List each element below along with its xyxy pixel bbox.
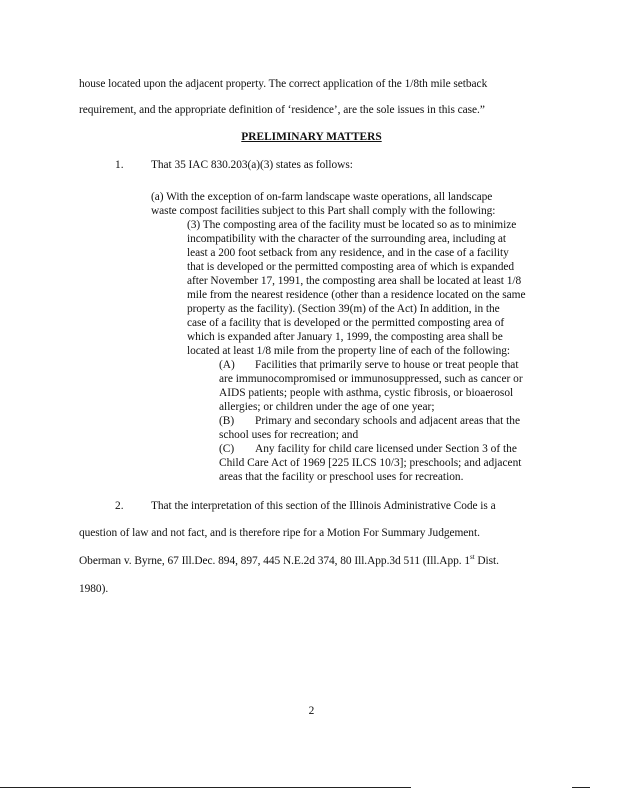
- subitem-text: allergies; or children under the age of one year;: [219, 401, 435, 413]
- subitem-b: [219, 414, 520, 442]
- subitem-a: [219, 358, 523, 414]
- quote-3-line: that is developed or the permitted composting area of which is expanded: [187, 261, 514, 273]
- subitem-text: Any facility for child care licensed under Section 3 of the: [255, 443, 517, 455]
- subitem-text: areas that the facility or preschool uses for recreation.: [219, 471, 464, 483]
- footer-rule-short: [572, 787, 590, 788]
- item-1-number: 1.: [115, 159, 124, 171]
- footer-rule: [0, 787, 411, 788]
- quote-3-line: which is expanded after January 1, 1999, the composting area shall be: [187, 331, 503, 343]
- quote-3-line: (3) The composting area of the facility must be located so as to minimize: [187, 219, 517, 231]
- quote-3-line: least a 200 foot setback from any residence, and in the case of a facility: [187, 247, 509, 259]
- quote-3-line: property as the facility). (Section 39(m) of the Act) In addition, in the: [187, 303, 500, 315]
- item-2-number: 2.: [115, 500, 124, 512]
- subitem-text: AIDS patients; people with asthma, cystic fibrosis, or bioaerosol: [219, 387, 514, 399]
- item-2-line-2: question of law and not fact, and is therefore ripe for a Motion For Summary Judgement.: [79, 527, 480, 539]
- quote-a-line: waste compost facilities subject to this Part shall comply with the following:: [151, 205, 496, 217]
- quote-3-line: after November 17, 1991, the composting area shall be located at least 1/8: [187, 275, 522, 287]
- quote-3-line: case of a facility that is developed or the permitted composting area of: [187, 317, 505, 329]
- item-2-line-1: That the interpretation of this section of the Illinois Administrative Code is a: [151, 500, 496, 512]
- subitem-text: Facilities that primarily serve to house or treat people that: [255, 359, 519, 371]
- citation-text: Oberman v. Byrne, 67 Ill.Dec. 894, 897, 445 N.E.2d 374, 80 Ill.App.3d 511 (Ill.App. 1: [79, 555, 470, 567]
- intro-line-2: requirement, and the appropriate definition of ‘residence’, are the sole issues in this case.”: [79, 104, 485, 116]
- subitem-text: Primary and secondary schools and adjacent areas that the: [255, 415, 521, 427]
- subitem-text: are immunocompromised or immunosuppressed, such as cancer or: [219, 373, 523, 385]
- citation-text-end: Dist.: [474, 555, 499, 567]
- citation-superscript: st: [470, 553, 475, 562]
- item-2-citation: [79, 554, 499, 568]
- quote-a: [151, 190, 495, 218]
- subitem-text: Child Care Act of 1969 [225 ILCS 10/3]; preschools; and adjacent: [219, 457, 522, 469]
- subitem-tag: (C): [219, 443, 235, 455]
- subitem-text: school uses for recreation; and: [219, 429, 359, 441]
- item-2-line-4: 1980).: [79, 583, 109, 595]
- page-number: 2: [308, 705, 315, 717]
- quote-3-line: incompatibility with the character of the surrounding area, including at: [187, 233, 507, 245]
- quote-3-line: mile from the nearest residence (other than a residence located on the same: [187, 289, 526, 301]
- subitem-tag: (A): [219, 359, 235, 371]
- quote-3-line: located at least 1/8 mile from the property line of each of the following:: [187, 345, 511, 357]
- intro-line-1: house located upon the adjacent property. The correct application of the 1/8th mile setback: [79, 78, 488, 90]
- quote-3: [187, 218, 525, 358]
- subitem-c: [219, 442, 521, 484]
- subitem-tag: (B): [219, 415, 235, 427]
- section-heading: PRELIMINARY MATTERS: [241, 131, 382, 143]
- quote-a-line: (a) With the exception of on-farm landscape waste operations, all landscape: [151, 191, 493, 203]
- item-1-text: That 35 IAC 830.203(a)(3) states as follows:: [151, 159, 353, 171]
